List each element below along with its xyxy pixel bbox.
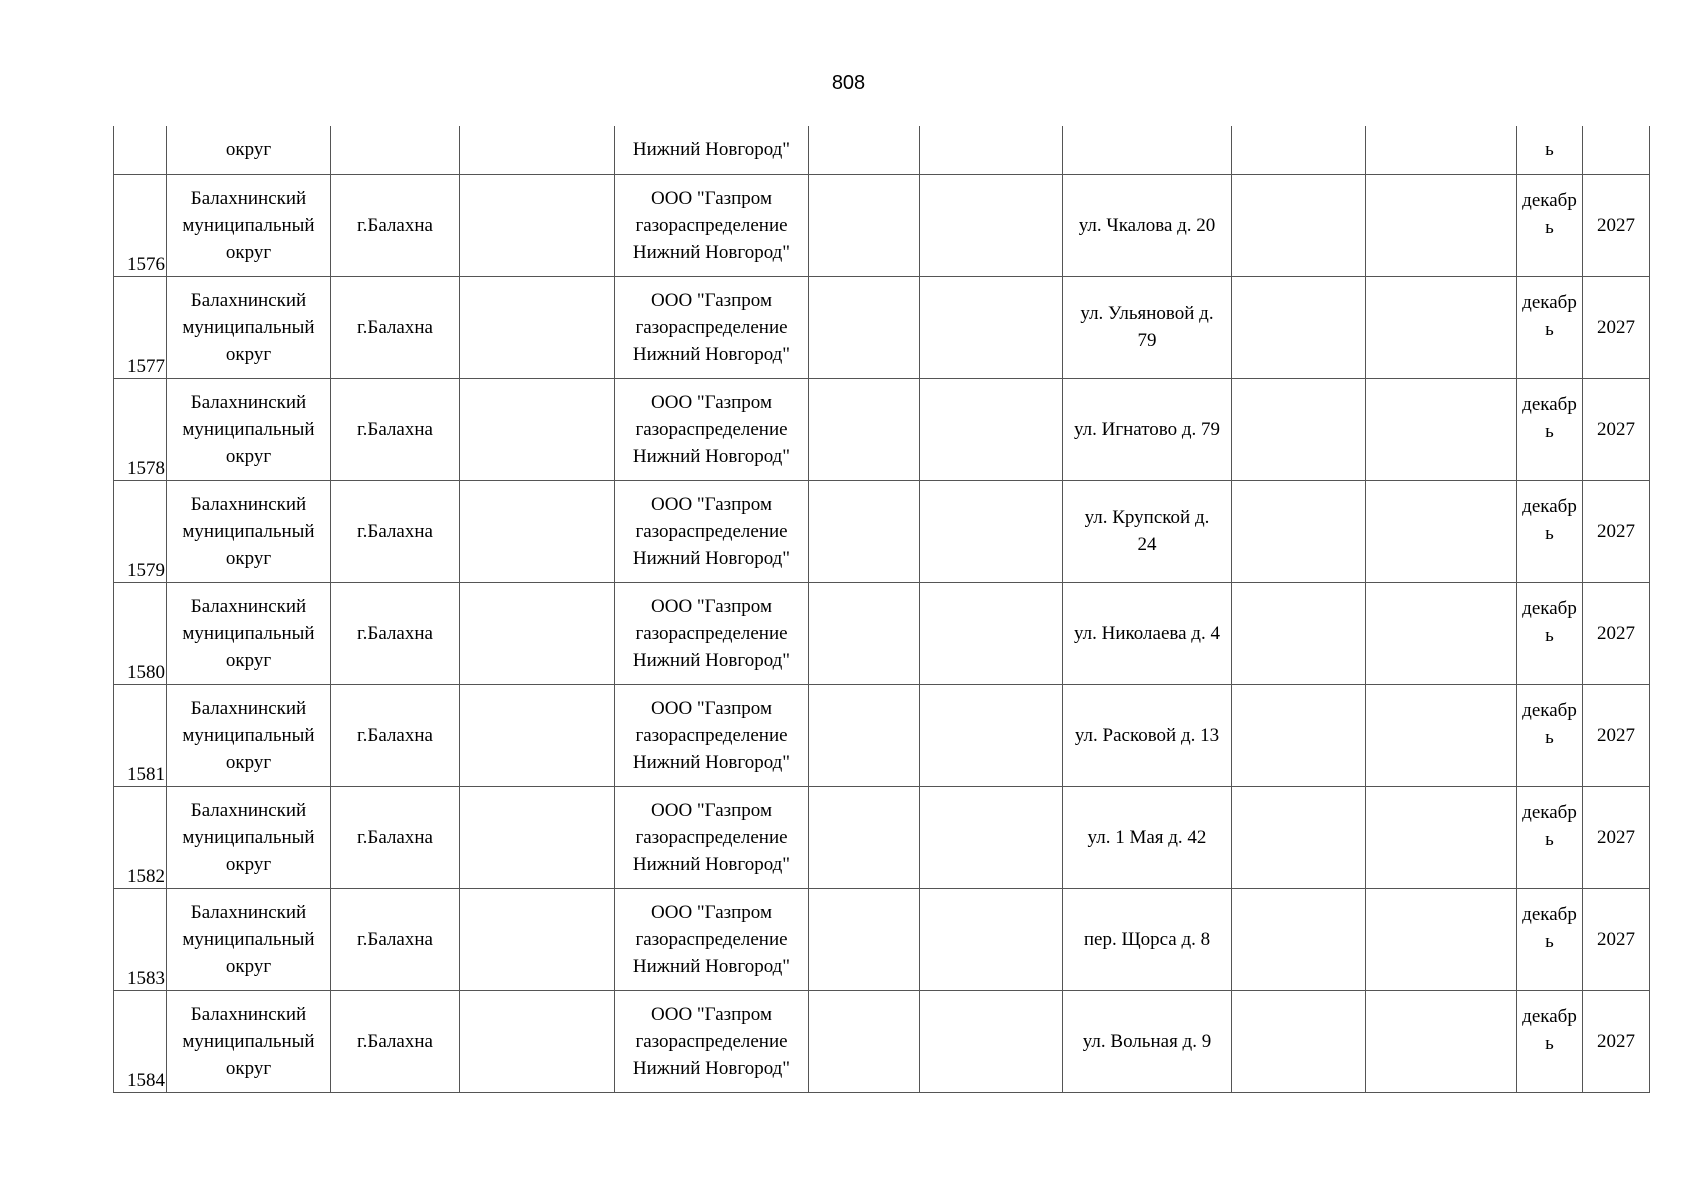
cell-empty	[809, 582, 920, 684]
cell-empty	[809, 786, 920, 888]
cell-month: ь	[1517, 126, 1583, 174]
cell-empty	[1366, 582, 1517, 684]
page-number: 808	[831, 72, 866, 94]
cell-empty	[809, 888, 920, 990]
cell-company-text: ООО "Газпром газораспределение Нижний Новгород"	[632, 1003, 791, 1079]
cell-month	[1517, 480, 1583, 582]
cell-address	[1063, 480, 1232, 582]
cell-company	[615, 888, 809, 990]
cell-year: 2027	[1583, 378, 1650, 480]
cell-empty	[1366, 174, 1517, 276]
cell-num: 1580	[114, 582, 167, 684]
cell-district-text: Балахнинский муниципальный округ	[182, 799, 315, 875]
cell-address	[1063, 174, 1232, 276]
cell-address	[1063, 684, 1232, 786]
cell-empty	[1232, 126, 1366, 174]
cell-district	[167, 174, 331, 276]
cell-company-text: ООО "Газпром газораспределение Нижний Новгород"	[632, 493, 791, 569]
cell-empty	[920, 582, 1063, 684]
cell-company-text: ООО "Газпром газораспределение Нижний Новгород"	[632, 595, 791, 671]
cell-empty	[1366, 276, 1517, 378]
cell-month-text: декабрь	[1522, 903, 1577, 952]
cell-address-text: ул. Ульяновой д. 79	[1080, 303, 1214, 351]
cell-empty	[1232, 786, 1366, 888]
cell-address-text: пер. Щорса д. 8	[1083, 928, 1211, 950]
cell-month	[1517, 174, 1583, 276]
cell-year: 2027	[1583, 786, 1650, 888]
cell-empty	[1232, 276, 1366, 378]
cell-empty	[460, 126, 615, 174]
cell-empty	[460, 276, 615, 378]
cell-district	[167, 378, 331, 480]
cell-address	[1063, 126, 1232, 174]
cell-month-text: декабрь	[1522, 393, 1577, 442]
cell-num: 1583	[114, 888, 167, 990]
cell-town: г.Балахна	[331, 378, 460, 480]
cell-empty	[1232, 378, 1366, 480]
cell-district-text: Балахнинский муниципальный округ	[182, 1003, 315, 1079]
cell-empty	[809, 378, 920, 480]
cell-num: 1584	[114, 990, 167, 1092]
table-row-partial	[114, 126, 1650, 174]
table-row	[114, 786, 1650, 888]
cell-num: 1579	[114, 480, 167, 582]
cell-empty	[1232, 990, 1366, 1092]
cell-town	[331, 126, 460, 174]
cell-month-text: декабрь	[1522, 189, 1577, 238]
cell-district-text: Балахнинский муниципальный округ	[182, 391, 315, 467]
cell-empty	[460, 786, 615, 888]
cell-empty	[460, 174, 615, 276]
cell-empty	[809, 126, 920, 174]
cell-empty	[1232, 684, 1366, 786]
cell-year: 2027	[1583, 582, 1650, 684]
cell-address-text: ул. Крупской д. 24	[1084, 507, 1210, 555]
cell-district	[167, 990, 331, 1092]
cell-empty	[1366, 888, 1517, 990]
cell-district-text: Балахнинский муниципальный округ	[182, 901, 315, 977]
cell-num: 1581	[114, 684, 167, 786]
table-row	[114, 990, 1650, 1092]
cell-empty	[1366, 786, 1517, 888]
cell-year	[1583, 126, 1650, 174]
cell-empty	[1366, 480, 1517, 582]
cell-num: 1576	[114, 174, 167, 276]
cell-num: 1578	[114, 378, 167, 480]
cell-year: 2027	[1583, 480, 1650, 582]
cell-month	[1517, 786, 1583, 888]
cell-empty	[460, 480, 615, 582]
cell-town: г.Балахна	[331, 480, 460, 582]
table-row	[114, 174, 1650, 276]
table-row	[114, 480, 1650, 582]
cell-town: г.Балахна	[331, 582, 460, 684]
cell-month	[1517, 378, 1583, 480]
cell-address	[1063, 888, 1232, 990]
cell-empty	[809, 174, 920, 276]
table-row	[114, 888, 1650, 990]
cell-company-text: ООО "Газпром газораспределение Нижний Новгород"	[632, 391, 791, 467]
cell-empty	[460, 582, 615, 684]
cell-district	[167, 582, 331, 684]
cell-town: г.Балахна	[331, 786, 460, 888]
cell-company	[615, 480, 809, 582]
cell-address-text: ул. Чкалова д. 20	[1078, 214, 1216, 236]
cell-month-text: декабрь	[1522, 801, 1577, 850]
cell-empty	[920, 378, 1063, 480]
cell-district-text: Балахнинский муниципальный округ	[182, 595, 315, 671]
cell-district: округ	[167, 126, 331, 174]
cell-address	[1063, 990, 1232, 1092]
cell-company	[615, 582, 809, 684]
cell-year: 2027	[1583, 684, 1650, 786]
cell-company-text: ООО "Газпром газораспределение Нижний Новгород"	[632, 289, 791, 365]
cell-company: Нижний Новгород"	[615, 126, 809, 174]
cell-district-text: Балахнинский муниципальный округ	[182, 697, 315, 773]
cell-company-text: ООО "Газпром газораспределение Нижний Новгород"	[632, 187, 791, 263]
cell-address	[1063, 276, 1232, 378]
cell-address-text: ул. Вольная д. 9	[1082, 1030, 1212, 1052]
cell-month-text: декабрь	[1522, 495, 1577, 544]
cell-district-text: Балахнинский муниципальный округ	[182, 493, 315, 569]
cell-empty	[460, 378, 615, 480]
cell-empty	[920, 480, 1063, 582]
cell-empty	[920, 174, 1063, 276]
cell-empty	[920, 990, 1063, 1092]
cell-empty	[1232, 582, 1366, 684]
cell-address-text: ул. 1 Мая д. 42	[1087, 826, 1207, 848]
cell-district	[167, 480, 331, 582]
cell-company	[615, 174, 809, 276]
cell-address	[1063, 378, 1232, 480]
cell-empty	[1232, 480, 1366, 582]
cell-empty	[1366, 684, 1517, 786]
data-table	[113, 126, 1650, 1093]
cell-month-text: декабрь	[1522, 1005, 1577, 1054]
cell-empty	[1366, 990, 1517, 1092]
cell-empty	[920, 126, 1063, 174]
cell-month-text: декабрь	[1522, 699, 1577, 748]
cell-district-text: Балахнинский муниципальный округ	[182, 187, 315, 263]
cell-empty	[1366, 378, 1517, 480]
cell-year: 2027	[1583, 888, 1650, 990]
table-row	[114, 582, 1650, 684]
cell-company-text: ООО "Газпром газораспределение Нижний Новгород"	[632, 799, 791, 875]
cell-month	[1517, 888, 1583, 990]
cell-address-text: ул. Расковой д. 13	[1074, 724, 1220, 746]
cell-district	[167, 888, 331, 990]
cell-empty	[920, 888, 1063, 990]
cell-month	[1517, 990, 1583, 1092]
cell-company	[615, 990, 809, 1092]
cell-empty	[809, 480, 920, 582]
cell-num	[114, 126, 167, 174]
cell-num: 1582	[114, 786, 167, 888]
cell-year: 2027	[1583, 174, 1650, 276]
cell-district	[167, 276, 331, 378]
cell-month-text: декабрь	[1522, 597, 1577, 646]
cell-month	[1517, 276, 1583, 378]
cell-empty	[809, 990, 920, 1092]
cell-empty	[460, 990, 615, 1092]
cell-empty	[809, 276, 920, 378]
cell-empty	[460, 684, 615, 786]
cell-company	[615, 276, 809, 378]
cell-company-text: ООО "Газпром газораспределение Нижний Новгород"	[632, 697, 791, 773]
cell-num: 1577	[114, 276, 167, 378]
cell-town: г.Балахна	[331, 684, 460, 786]
table-row	[114, 378, 1650, 480]
cell-address-text: ул. Игнатово д. 79	[1073, 418, 1221, 440]
cell-empty	[920, 276, 1063, 378]
cell-company	[615, 378, 809, 480]
cell-year: 2027	[1583, 990, 1650, 1092]
cell-empty	[1232, 888, 1366, 990]
cell-year: 2027	[1583, 276, 1650, 378]
table-row	[114, 276, 1650, 378]
cell-town: г.Балахна	[331, 174, 460, 276]
cell-town: г.Балахна	[331, 990, 460, 1092]
cell-company	[615, 786, 809, 888]
table-body	[114, 126, 1650, 1092]
cell-address-text: ул. Николаева д. 4	[1074, 622, 1220, 644]
cell-empty	[460, 888, 615, 990]
cell-month	[1517, 684, 1583, 786]
cell-company-text: ООО "Газпром газораспределение Нижний Новгород"	[632, 901, 791, 977]
cell-company	[615, 684, 809, 786]
table-row	[114, 684, 1650, 786]
cell-month-text: декабрь	[1522, 291, 1577, 340]
cell-address	[1063, 582, 1232, 684]
cell-empty	[809, 684, 920, 786]
cell-town: г.Балахна	[331, 276, 460, 378]
cell-empty	[1366, 126, 1517, 174]
cell-empty	[1232, 174, 1366, 276]
cell-empty	[920, 684, 1063, 786]
cell-empty	[920, 786, 1063, 888]
cell-month	[1517, 582, 1583, 684]
cell-district	[167, 786, 331, 888]
cell-district	[167, 684, 331, 786]
cell-address	[1063, 786, 1232, 888]
cell-town: г.Балахна	[331, 888, 460, 990]
cell-district-text: Балахнинский муниципальный округ	[182, 289, 315, 365]
